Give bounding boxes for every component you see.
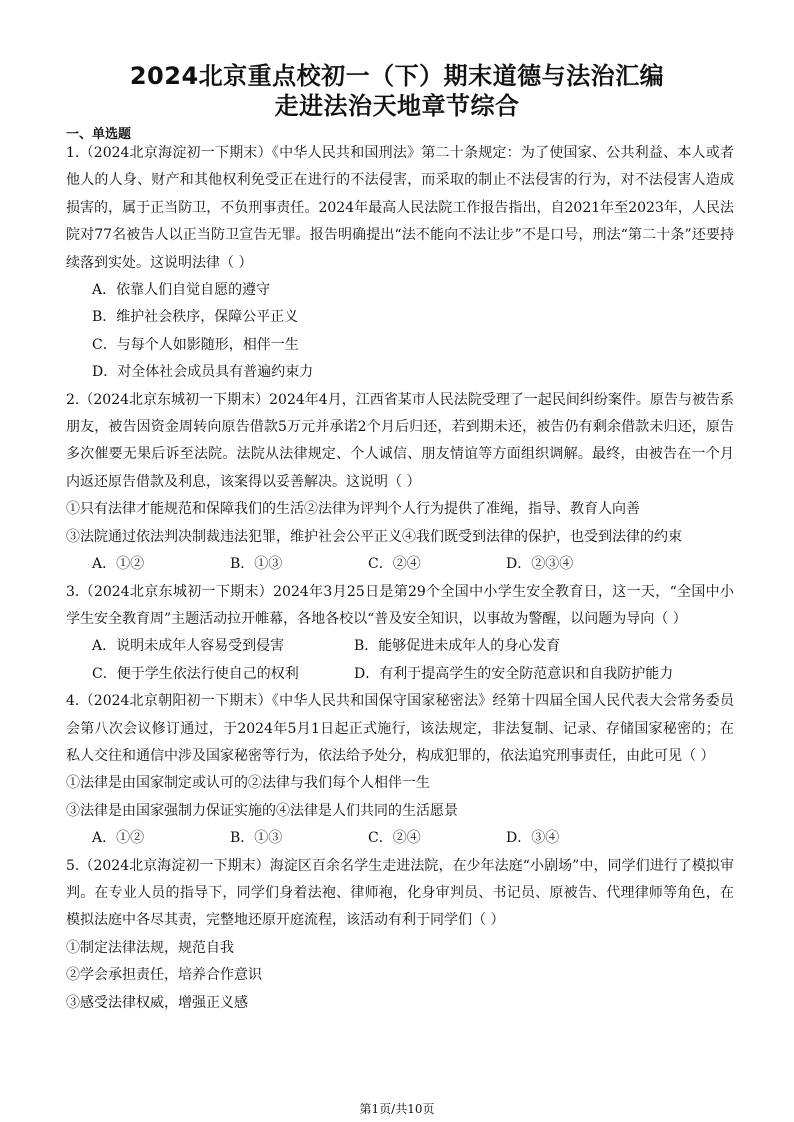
section-heading: 一、单选题 bbox=[66, 127, 132, 142]
option-d: D．②③④ bbox=[506, 556, 574, 573]
statement-line: ①法律是由国家制定或认可的②法律与我们每个人相伴一生 bbox=[66, 775, 430, 792]
document-subtitle: 走进法治天地章节综合 bbox=[274, 92, 520, 120]
option-a: A．①② bbox=[92, 556, 145, 573]
option-row bbox=[66, 825, 734, 852]
question-stem: 4.（2024北京朝阳初一下期末）《中华人民共和国保守国家秘密法》经第十四届全国人民代表大会常务委员会第八次会议修订通过，于2024年5月1日起正式施行，该法规定，非法复制、记录、存储国家秘密的；在私人交往和通信中涉及国家秘密等行为，依法给予处分，构成犯罪的，依法追究刑事责任，由此可见（ ） bbox=[66, 693, 734, 764]
question-stem: 2.（2024北京东城初一下期末）2024年4月，江西省某市人民法院受理了一起民间纠纷案件。原告与被告系朋友，被告因资金周转向原告借款5万元并承诺2个月后归还，若到期未还，被告仍有剩余借款未归还，原告多次催要无果后诉至法院。法院从法律规定、个人诚信、朋友情谊等方面组织调解。最终，由被告在一个月内返还原告借款及利息，该案得以妥善解决。这说明（ ） bbox=[66, 391, 734, 490]
option-c: C．便于学生依法行使自己的权利 bbox=[92, 665, 299, 682]
option-a: A．说明未成年人容易受到侵害 bbox=[92, 638, 285, 655]
statement-line: ③法律是由国家强制力保证实施的④法律是人们共同的生活愿景 bbox=[66, 802, 458, 819]
option-row bbox=[66, 551, 734, 578]
option-b: B．①③ bbox=[230, 830, 283, 847]
option-b: B．①③ bbox=[230, 556, 283, 573]
option-a: A．①② bbox=[92, 830, 145, 847]
option-d: D．对全体社会成员具有普遍约束力 bbox=[92, 364, 314, 381]
question-stem: 5.（2024北京海淀初一下期末）海淀区百余名学生走进法院，在少年法庭“小剧场”中，同学们进行了模拟审判。在专业人员的指导下，同学们身着法袍、律师袍，化身审判员、书记员、原被告、代理律师等角色，在模拟法庭中各尽其责，完整地还原开庭流程，该活动有利于同学们（ ） bbox=[66, 857, 734, 929]
option-c: C．②④ bbox=[368, 556, 421, 573]
statement-line: ③感受法律权威，增强正义感 bbox=[66, 994, 248, 1011]
option-d: D．③④ bbox=[506, 830, 560, 847]
document-title: 2024北京重点校初一（下）期末道德与法治汇编 bbox=[129, 62, 665, 90]
statement-line: ①制定法律法规，规范自我 bbox=[66, 939, 234, 956]
option-b: B．维护社会秩序，保障公平正义 bbox=[92, 309, 299, 326]
statement-line: ②学会承担责任，培养合作意识 bbox=[66, 967, 262, 984]
option-row bbox=[66, 661, 734, 688]
page-footer: 第1页/共10页 bbox=[359, 1102, 435, 1116]
question-stem: 3.（2024北京东城初一下期末）2024年3月25日是第29个全国中小学生安全教育日，这一天，“全国中小学生安全教育周”主题活动拉开帷幕，各地各校以“普及安全知识，以事故为警醒，以问题为导向（ ） bbox=[66, 583, 734, 627]
option-a: A．依靠人们自觉自愿的遵守 bbox=[92, 282, 271, 299]
option-d: D．有利于提高学生的安全防范意识和自我防护能力 bbox=[354, 665, 674, 682]
option-c: C．与每个人如影随形，相伴一生 bbox=[92, 336, 299, 353]
question-stem: 1.（2024北京海淀初一下期末）《中华人民共和国刑法》第二十条规定：为了使国家、公共利益、本人或者他人的人身、财产和其他权利免受正在进行的不法侵害，而采取的制止不法侵害的行为，对不法侵害人造成损害的，属于正当防卫，不负刑事责任。2024年最高人民法院工作报告指出，自2021年至2023年，人民法院对77名被告人以正当防卫宣告无罪。报告明确提出“法不能向不法让步”不是口号，刑法“第二十条”还要持续落到实处。这说明法律（ ） bbox=[66, 145, 734, 271]
option-c: C．②④ bbox=[368, 830, 421, 847]
statement-line: ①只有法律才能规范和保障我们的生活②法律为评判个人行为提供了准绳，指导、教育人向善 bbox=[66, 501, 640, 518]
statement-line: ③法院通过依法判决制裁违法犯罪，维护社会公平正义④我们既受到法律的保护，也受到法律的约束 bbox=[66, 528, 682, 545]
question-list bbox=[66, 140, 734, 1017]
option-row bbox=[66, 633, 734, 660]
option-b: B．能够促进未成年人的身心发育 bbox=[354, 638, 561, 655]
